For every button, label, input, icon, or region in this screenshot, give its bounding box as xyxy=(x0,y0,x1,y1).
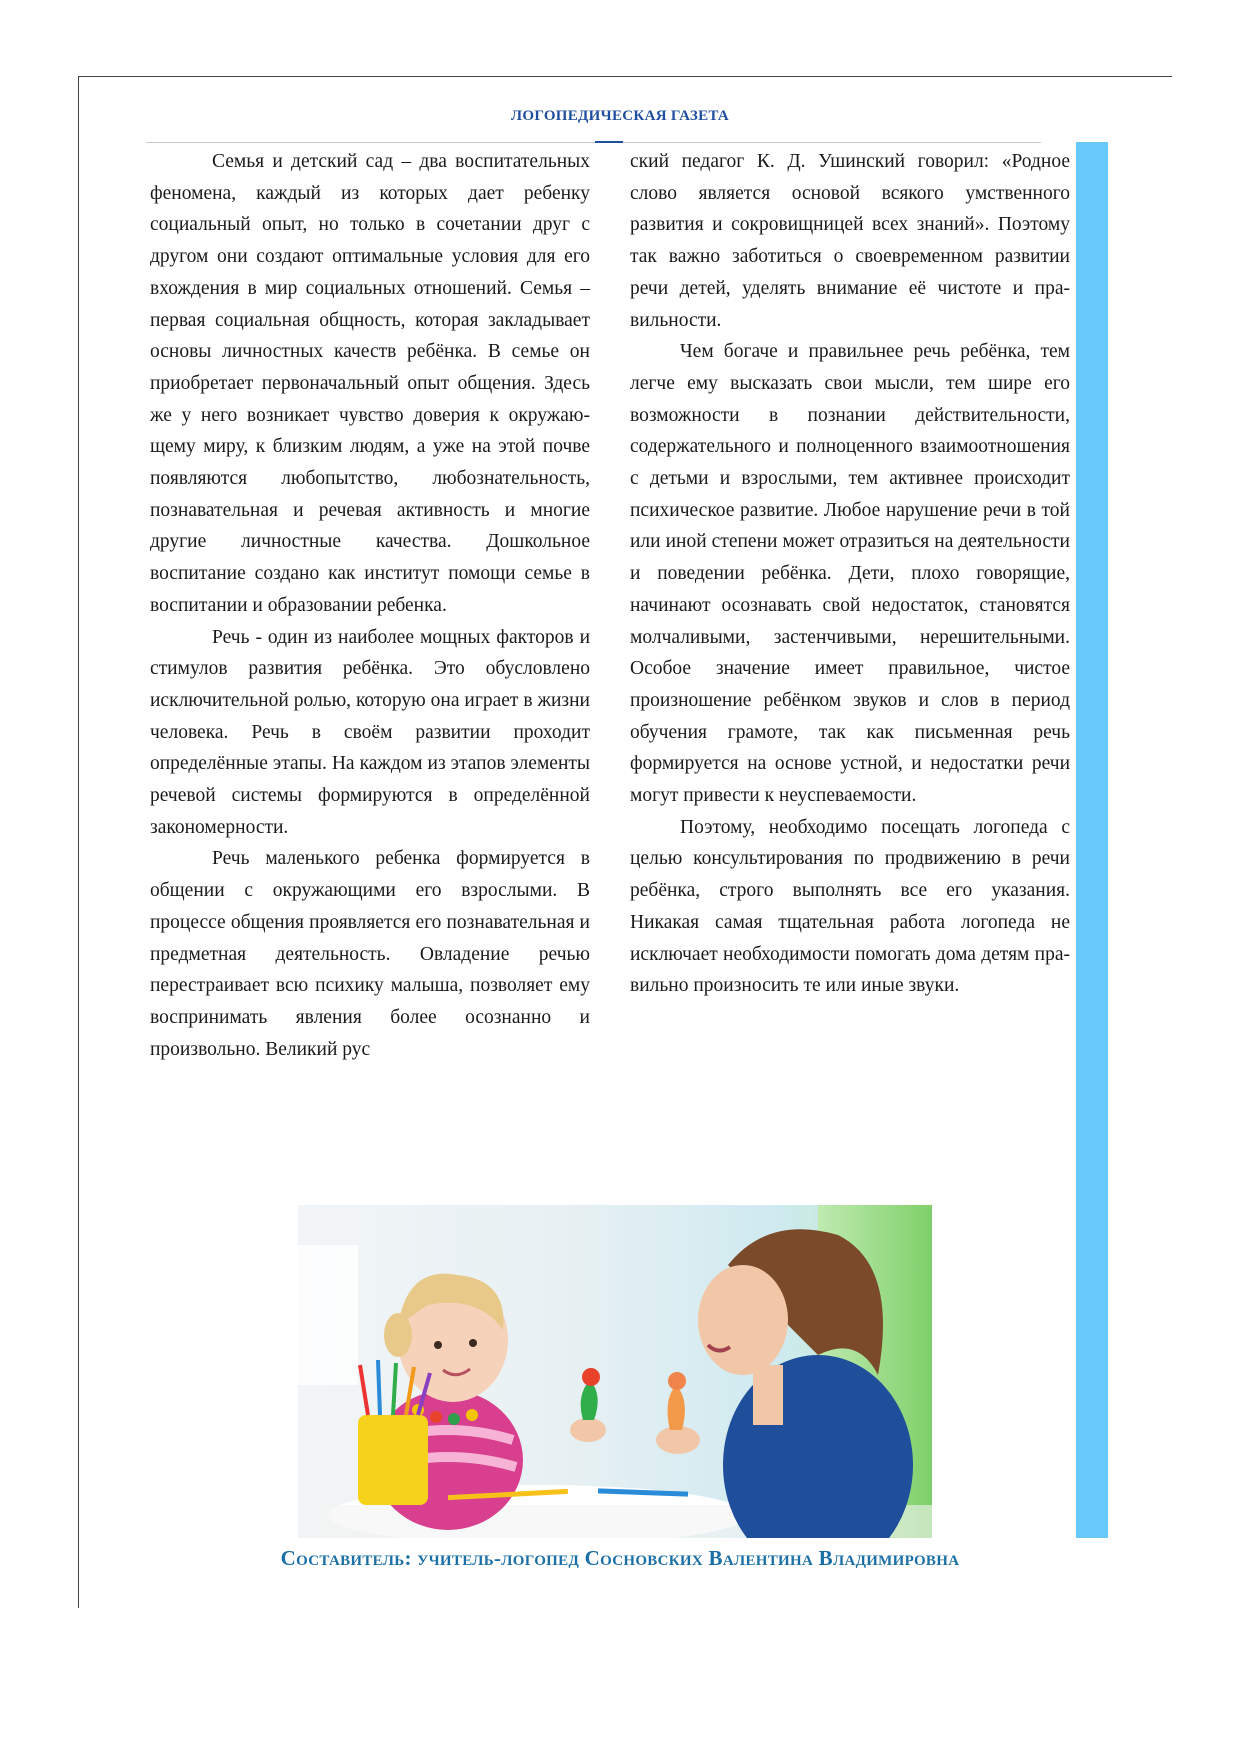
header-accent-mark xyxy=(595,141,623,143)
article-column-right xyxy=(630,146,1070,1002)
page-frame-top xyxy=(78,76,1172,77)
newspaper-title: ЛОГОПЕДИЧЕСКАЯ ГАЗЕТА xyxy=(510,108,730,124)
photo-child-with-speech-therapist xyxy=(298,1205,932,1538)
author-caption: Составитель: учитель-логопед Сосновских Валентина Владимировна xyxy=(280,1546,960,1570)
article-column-left xyxy=(150,146,590,1065)
decorative-side-bar xyxy=(1076,142,1108,1538)
paragraph-speech-formation: Речь маленького ребенка формируется в общении с окружающими его взрослыми. В процессе общения проявляется его познавательная и предметная деятельность. Овладение речью перестраивает всю психику малыша, позволяет ему воспринимать явления более осознанно и произвольно. Великий рус xyxy=(150,848,590,1060)
header-rule xyxy=(146,142,1041,143)
paragraph-speech-factors: Речь - один из наиболее мощных факторов и стимулов развития ребёнка. Это обусловлено исключительной ролью, которую она играет в жизни человека. Речь в своём развитии проходит определённые этапы. На каждом из этапов элементы речевой системы формируются в определённой закономерности. xyxy=(150,626,590,838)
paragraph-visit-speech-therapist: Поэтому, необходимо посещать логопеда с целью консультирования по продвижению в речи ребёнка, строго выполнять все его указания. Никакая самая тщательная работа логопеда не исключает необходимости помогать дома детям правильно произносить те или иные звуки. xyxy=(630,816,1070,997)
paragraph-family: Семья и детский сад – два воспитательных феномена, каждый из которых дает ребенку социальный опыт, но только в сочетании друг с другом они создают оптимальные условия для его вхождения в мир социальных отношений. Семья – первая социальная общность, которая закладывает основы личностных качеств ребёнка. В семье он приобретает первоначальный опыт общения. Здесь же у него возникает чувство доверия к окружающему миру, к близким людям, а уже на этой почве появляются любопытство, любознательность, познавательная и речевая активность и многие другие личностные качества. Дошкольное воспитание создано как институт помощи семье в воспитании и образовании ребенка. xyxy=(150,151,590,616)
page-frame-left xyxy=(78,76,79,1608)
paragraph-ushinsky-quote: ский педагог К. Д. Ушинский говорил: «Родное слово является основой всякого умственного развития и сокровищницей всех знаний». Поэтому так важно заботиться о своевременном развитии речи детей, уделять внимание её чистоте и правильности. xyxy=(630,151,1070,331)
paragraph-rich-speech: Чем богаче и правильнее речь ребёнка, тем легче ему высказать свои мысли, тем шире его возможности в познании действительности, содержательного и полноценного взаимоотношения с детьми и взрослыми, тем активнее происходит психическое развитие. Любое нарушение речи в той или иной степени может отразиться на деятельности и поведении ребёнка. Дети, плохо говорящие, начинают осознавать свой недостаток, становятся молчаливыми, застенчивыми, нерешительными. Особое значение имеет правильное, чистое произношение ребёнком звуков и слов в период обучения грамоте, так как письменная речь формируется на основе устной, и недостатки речи могут привести к неуспеваемости. xyxy=(630,341,1070,807)
